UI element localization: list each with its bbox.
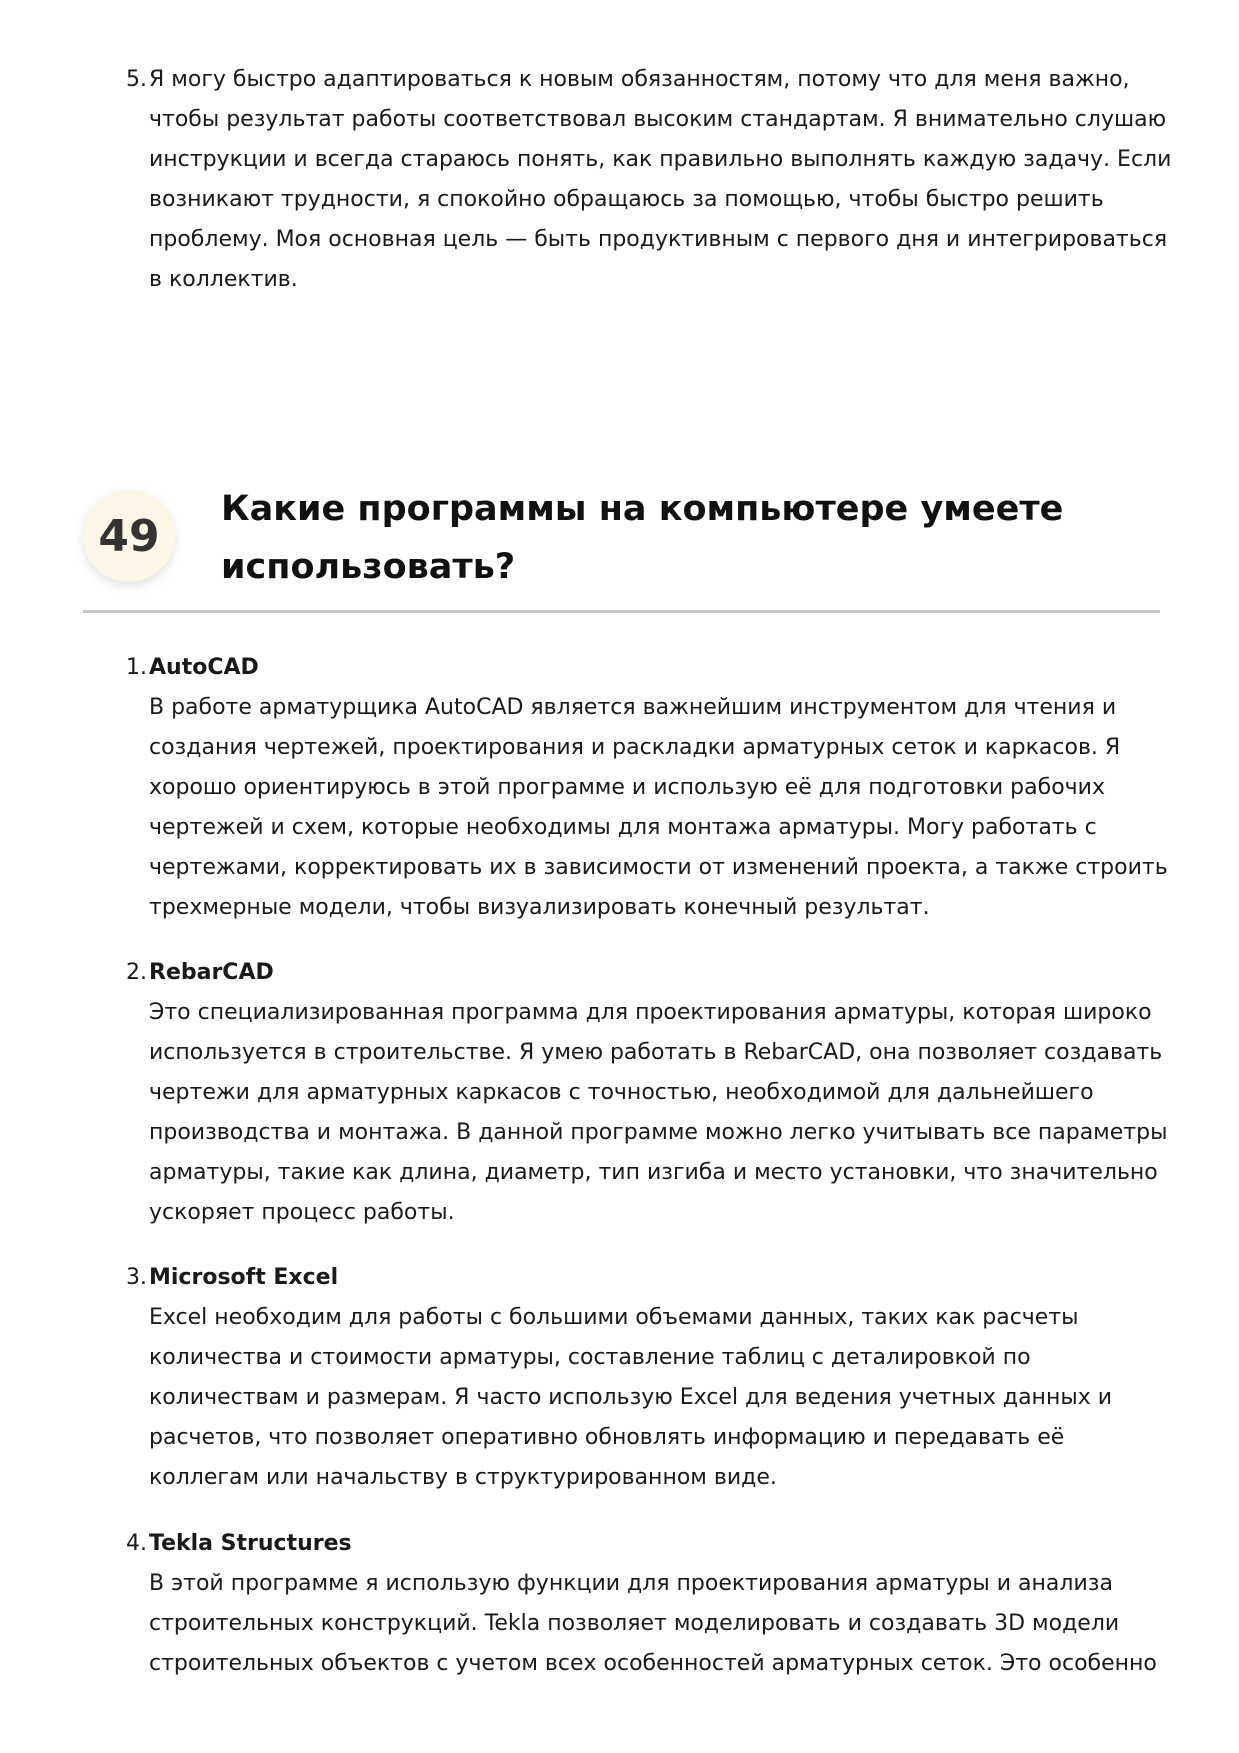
- list-item: [112, 60, 1172, 300]
- section-title: Какие программы на компьютере умеете использовать?: [221, 489, 1064, 587]
- list-item: [112, 1258, 1172, 1498]
- list-item-text: Я могу быстро адаптироваться к новым обязанностям, потому что для меня важно, чтобы результат работы соответствовал высоким стандартам. Я внимательно слушаю инструкции и всегда стараюсь понять, как правильно выполнять каждую задачу. Если возникают трудности, я спокойно обращаюсь за помощью, чтобы быстро решить проблему. Моя основная цель — быть продуктивным с первого дня и интегрироваться в коллектив.: [149, 67, 1172, 292]
- list-number: 2.: [126, 960, 147, 985]
- list-item-title: AutoCAD: [149, 655, 259, 680]
- section-heading: [83, 480, 1160, 613]
- list-item-text: Excel необходим для работы с большими объемами данных, таких как расчеты количества и стоимости арматуры, составление таблиц с деталировкой по количествам и размерам. Я часто использую Excel для ведения учетных данных и расчетов, что позволяет оперативно обновлять информацию и передавать её коллегам или начальству в структурированном виде.: [149, 1305, 1113, 1490]
- list-item-text: В работе арматурщика AutoCAD является важнейшим инструментом для чтения и создания чертежей, проектирования и раскладки арматурных сеток и каркасов. Я хорошо ориентируюсь в этой программе и использую её для подготовки рабочих чертежей и схем, которые необходимы для монтажа арматуры. Могу работать с чертежами, корректировать их в зависимости от изменений проекта, а также строить трехмерные модели, чтобы визуализировать конечный результат.: [149, 695, 1168, 920]
- list-item-text: Это специализированная программа для проектирования арматуры, которая широко используется в строительстве. Я умею работать в RebarCAD, она позволяет создавать чертежи для арматурных каркасов с точностью, необходимой для дальнейшего производства и монтажа. В данной программе можно легко учитывать все параметры арматуры, такие как длина, диаметр, тип изгиба и место установки, что значительно ускоряет процесс работы.: [149, 1000, 1168, 1225]
- list-item: [112, 953, 1172, 1233]
- list-item: [112, 648, 1172, 928]
- list-item-body: [149, 648, 1172, 928]
- list-number: 5.: [126, 67, 147, 92]
- list-item-title: Tekla Structures: [149, 1531, 352, 1556]
- list-item-text: В этой программе я использую функции для проектирования арматуры и анализа строительных конструкций. Tekla позволяет моделировать и создавать 3D модели строительных объектов с учетом всех особенностей арматурных сеток. Это особенно: [149, 1571, 1157, 1676]
- list-item-title: RebarCAD: [149, 960, 274, 985]
- list-number: 1.: [126, 655, 147, 680]
- question-number-badge: 49: [83, 490, 175, 582]
- list-number: 4.: [126, 1531, 147, 1556]
- list-number: 3.: [126, 1265, 147, 1290]
- list-item-body: [149, 60, 1172, 300]
- list-item-body: [149, 1524, 1172, 1684]
- list-item-title: Microsoft Excel: [149, 1265, 339, 1290]
- list-item-body: [149, 1258, 1172, 1498]
- list-item: [112, 1524, 1172, 1684]
- list-item-body: [149, 953, 1172, 1233]
